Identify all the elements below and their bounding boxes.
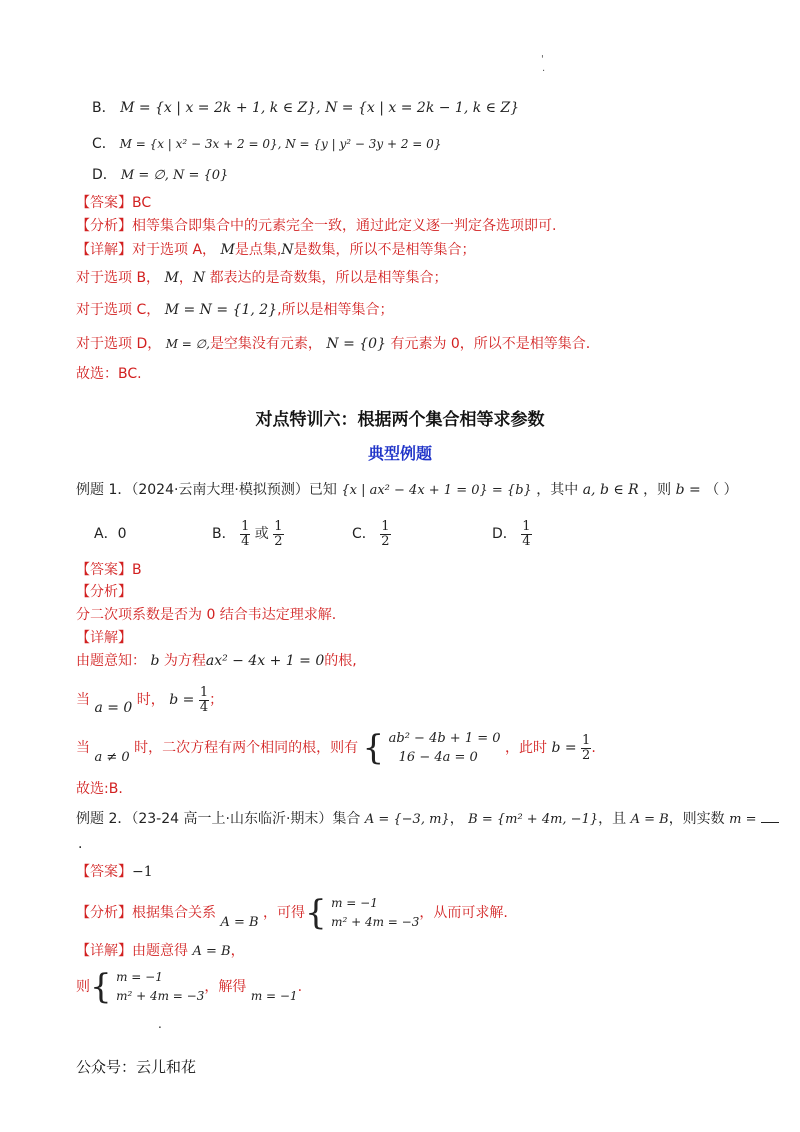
corner-mark-top: ' <box>541 54 544 65</box>
equation-line: m = −1 <box>116 970 163 984</box>
option-c <box>92 134 441 154</box>
denominator: 4 <box>241 533 250 549</box>
detail-text: 当 <box>76 740 90 756</box>
analysis-tag: 【分析】 <box>76 905 132 921</box>
ex2-ask: m = <box>729 812 757 827</box>
equation-line: m² + 4m = −3 <box>331 915 420 929</box>
option-c-label: C． <box>92 136 116 152</box>
q0-answer <box>76 193 151 213</box>
detail-text: 当 <box>76 692 90 708</box>
numerator: 1 <box>241 518 250 534</box>
fraction-one-half <box>581 734 591 763</box>
ex1-mid: ，其中 <box>536 482 579 498</box>
detail-text: 是空集没有元素， <box>209 336 322 352</box>
math-solution: m = −1 <box>250 989 298 1003</box>
detail-text: . <box>591 740 596 756</box>
detail-text: ，此时 <box>504 740 547 756</box>
ex1-detail-1 <box>76 651 357 671</box>
math-m-empty: M = ∅, <box>165 337 210 351</box>
ex1-analysis-tag: 【分析】 <box>76 584 132 600</box>
q0-detail-d <box>76 334 590 354</box>
detail-text: . <box>297 979 303 995</box>
denominator: 4 <box>522 533 531 549</box>
option-label: C． <box>352 526 376 542</box>
ex1-option-b <box>212 516 284 552</box>
ex2-prefix: 例题 2．（23-24 高一上·山东临沂·期末）集合 <box>76 811 361 827</box>
brace-icon: { <box>362 728 385 768</box>
denominator: 4 <box>199 699 209 715</box>
ex1-answer <box>76 560 142 580</box>
brace-icon: { <box>90 967 112 1007</box>
answer-tag: 【答案】 <box>76 195 132 211</box>
ex1-set-math: {x | ax² − 4x + 1 = 0} = {b} <box>341 483 532 498</box>
detail-text: 是数集，所以不是相等集合； <box>293 242 476 258</box>
equation-line: 16 − 4a = 0 <box>398 750 478 765</box>
ex2-mid2: ，则实数 <box>668 811 725 827</box>
ex1-detail-2 <box>76 682 223 718</box>
ex1-question <box>76 480 738 501</box>
footer-text: 公众号：云儿和花 <box>76 1058 197 1076</box>
numerator: 1 <box>274 518 283 534</box>
sub-title: 典型例题 <box>367 444 432 463</box>
ex2-mid: ，且 <box>598 811 627 827</box>
math-b-equals: b = <box>551 740 577 756</box>
option-b-math: M = {x | x = 2k + 1, k ∈ Z}, N = {x | x = 2k − 1, k ∈ Z} <box>120 100 520 116</box>
ex2-sep: ， <box>449 811 464 827</box>
q0-detail-c <box>76 300 394 320</box>
detail-text: 则 <box>76 979 90 995</box>
ex2-set-b: B = {m² + 4m, −1} <box>468 812 599 827</box>
fraction-one-quarter <box>240 520 250 549</box>
ex2-answer <box>76 862 153 882</box>
equation-system <box>305 893 419 933</box>
math-n-zero: N = {0} <box>326 336 386 352</box>
ex2-question <box>76 809 779 830</box>
ex1-option-a: A．0 <box>94 526 127 542</box>
numerator: 1 <box>522 518 531 534</box>
ex2-dot: . <box>78 836 83 852</box>
answer-tag: 【答案】 <box>76 562 132 578</box>
answer-value: BC <box>132 195 152 211</box>
numerator: 1 <box>582 732 591 748</box>
math-equation: ax² − 4x + 1 = 0 <box>205 653 325 669</box>
q0-conclusion: 故选：BC. <box>76 366 142 382</box>
detail-text: 对于选项 D， <box>76 336 162 352</box>
detail-text: 对于选项 B， <box>76 270 161 286</box>
fraction-one-half <box>273 520 283 549</box>
ex1-prefix: 例题 1．（2024·云南大理·模拟预测）已知 <box>76 482 337 498</box>
q0-detail-b <box>76 268 448 288</box>
ex2-eq: A = B <box>630 812 669 827</box>
analysis-text: ，从而可求解. <box>419 905 508 921</box>
ex2-tail-dot: . <box>158 1017 162 1031</box>
denominator: 2 <box>274 533 283 549</box>
equation-system <box>90 967 204 1007</box>
math-m: M <box>164 270 179 286</box>
detail-tag: 【详解】 <box>76 943 132 959</box>
detail-text: 由题意知： <box>76 653 146 669</box>
ex1-option-d <box>492 516 532 552</box>
ex2-then <box>76 967 302 1007</box>
detail-text: 对于选项 C， <box>76 302 161 318</box>
option-c-math: M = {x | x² − 3x + 2 = 0}, N = {y | y² − 3y + 2 = 0} <box>119 137 442 151</box>
detail-text: ，解得 <box>204 979 247 995</box>
numerator: 1 <box>381 518 390 534</box>
answer-blank <box>761 810 779 823</box>
fraction-one-half <box>380 520 390 549</box>
denominator: 2 <box>582 747 591 763</box>
detail-text: 是点集, <box>234 242 282 258</box>
option-d-label: D． <box>92 167 117 183</box>
detail-text: 为方程 <box>163 653 206 669</box>
detail-text: 都表达的是奇数集，所以是相等集合； <box>209 270 448 286</box>
detail-text: 由题意得 <box>132 943 188 959</box>
denominator: 2 <box>381 533 390 549</box>
option-d-math: M = ∅, N = {0} <box>120 168 229 183</box>
corner-mark-bottom: · <box>542 66 546 77</box>
ex2-set-a: A = {−3, m} <box>364 812 450 827</box>
math-n: N <box>192 270 206 286</box>
ex2-detail <box>76 941 245 962</box>
ex1-cond-math: a, b ∈ R <box>582 482 639 498</box>
detail-text: 时， <box>136 692 165 708</box>
fraction-one-quarter <box>521 520 531 549</box>
detail-text: 对于选项 A， <box>132 242 217 258</box>
detail-text: 的根, <box>324 653 357 669</box>
ex1-analysis: 分二次项系数是否为 0 结合韦达定理求解. <box>76 607 337 623</box>
detail-text: ， <box>230 943 245 959</box>
fraction-one-quarter <box>199 686 209 715</box>
analysis-tag: 【分析】 <box>76 218 132 234</box>
option-label: B． <box>212 526 236 542</box>
ex1-ask-math: b = <box>675 482 701 498</box>
detail-text: 有元素为 0，所以不是相等集合. <box>390 336 591 352</box>
option-or: 或 <box>254 526 269 542</box>
math-cond: a ≠ 0 <box>94 750 130 765</box>
brace-icon: { <box>305 893 327 933</box>
math-b-equals: b = <box>169 692 195 708</box>
detail-text: ,所以是相等集合； <box>277 302 394 318</box>
ex1-conclusion: 故选:B. <box>76 781 123 797</box>
answer-value: B <box>132 562 142 578</box>
ex1-mid2: ，则 <box>643 482 672 498</box>
ex2-analysis <box>76 893 508 934</box>
math-m: M <box>220 242 235 258</box>
numerator: 1 <box>199 684 209 700</box>
math-cond: a = 0 <box>94 700 133 716</box>
section-title: 对点特训六：根据两个集合相等求参数 <box>255 410 545 430</box>
equation-line: m = −1 <box>331 896 378 910</box>
math-mn: M = N = {1, 2} <box>164 302 278 318</box>
math-eq: A = B <box>220 915 259 930</box>
option-d <box>92 165 228 186</box>
math-b: b <box>150 653 160 669</box>
math-eq: A = B <box>192 944 231 959</box>
detail-text: 时，二次方程有两个相同的根，则有 <box>134 740 359 756</box>
option-label: D． <box>492 526 517 542</box>
option-b <box>92 98 519 118</box>
option-b-label: B． <box>92 100 116 116</box>
equation-line: m² + 4m = −3 <box>116 989 205 1003</box>
answer-value: −1 <box>132 864 153 880</box>
detail-tag: 【详解】 <box>76 242 132 258</box>
answer-tag: 【答案】 <box>76 864 132 880</box>
analysis-text: ，可得 <box>263 905 306 921</box>
equation-line: ab² − 4b + 1 = 0 <box>388 731 501 746</box>
detail-text: ； <box>209 692 224 708</box>
math-n: N <box>281 242 294 258</box>
ex1-blank: （ ） <box>705 482 738 498</box>
equation-system <box>363 728 501 768</box>
q0-detail-a <box>76 240 476 260</box>
ex1-detail-3 <box>76 728 596 769</box>
analysis-text: 根据集合关系 <box>132 905 216 921</box>
ex1-option-c <box>352 516 391 552</box>
q0-analysis <box>76 216 556 236</box>
analysis-text: 相等集合即集合中的元素完全一致，通过此定义逐一判定各选项即可. <box>132 218 557 234</box>
ex1-detail-tag: 【详解】 <box>76 630 132 646</box>
detail-text: ， <box>178 270 193 286</box>
